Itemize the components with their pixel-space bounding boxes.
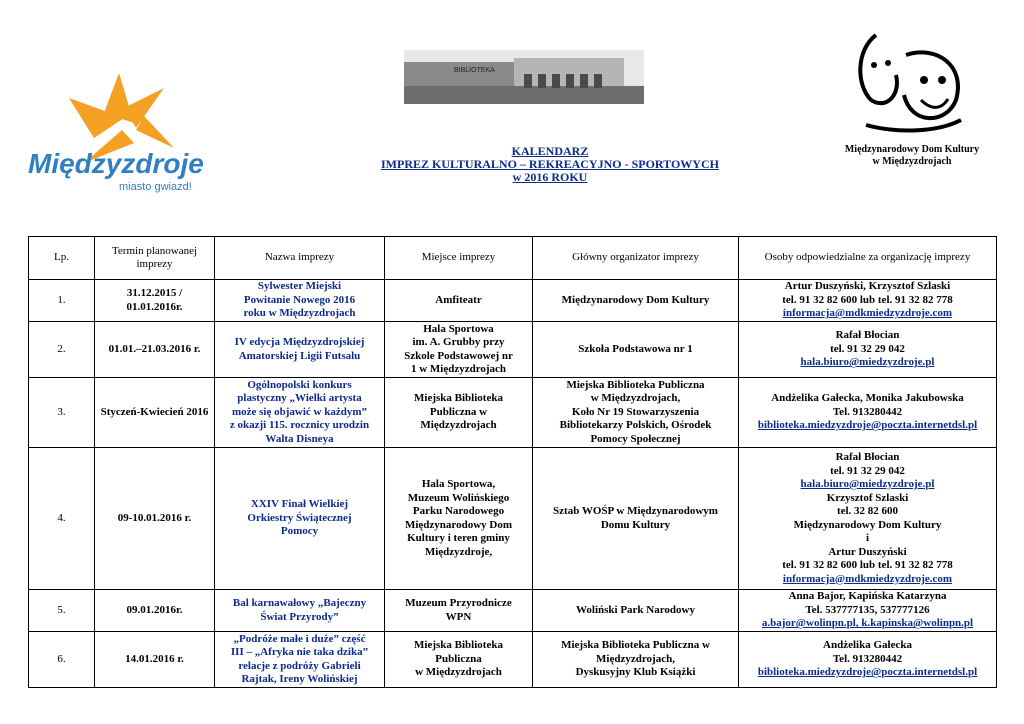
cell-organizator-line: Dyskusyjny Klub Książki — [575, 666, 696, 679]
cell-miejsce — [385, 632, 533, 688]
page-title: KALENDARZ IMPREZ KULTURALNO – REKREACYJNO - SPORTOWYCH w 2016 ROKU — [381, 144, 719, 184]
table-row — [29, 448, 997, 590]
cell-osoby-line: Andżelika Gałecka, Monika Jakubowska — [771, 392, 964, 405]
cell-miejsce-line: Miejska Biblioteka — [414, 639, 503, 652]
cell-osoby-line: tel. 32 82 600 — [836, 505, 899, 517]
cell-osoby-line: tel. 91 32 29 042 — [830, 464, 905, 477]
cell-osoby-line: Krzysztof Szlaski — [826, 491, 909, 504]
header-nazwa: Nazwa imprezy — [215, 237, 385, 280]
cell-organizator-line: Miejska Biblioteka Publiczna — [566, 378, 705, 391]
cell-osoby — [739, 632, 997, 688]
email-link[interactable]: hala.biuro@miedzyzdroje.pl — [800, 478, 935, 490]
cell-organizator-line: Pomocy Społecznej — [590, 432, 681, 445]
cell-miejsce-line: Muzeum Wolińskiego — [407, 491, 510, 504]
cell-osoby-line: tel. 91 32 29 042 — [830, 342, 905, 355]
cell-organizator — [533, 280, 739, 322]
cell-organizator-line: Międzynarodowy Dom Kultury — [561, 293, 710, 306]
header-osoby: Osoby odpowiedzialne za organizację imprezy — [739, 237, 997, 280]
cell-nazwa-line: może się objawić w każdym” — [231, 405, 368, 418]
cell-organizator-line: w Międzyzdrojach, — [590, 392, 681, 405]
cell-osoby-line: Tel. 537777135, 537777126 — [805, 603, 930, 616]
cell-miejsce-line: Międzynarodowy Dom — [404, 518, 513, 531]
table-row — [29, 378, 997, 448]
cell-termin — [95, 280, 215, 322]
table-row — [29, 322, 997, 378]
cell-osoby-line: Artur Duszyński — [828, 545, 907, 558]
mdk-name: Międzynarodowy Dom Kultury w Międzyzdrojach — [844, 144, 980, 167]
cell-organizator — [533, 378, 739, 448]
cell-termin — [95, 322, 215, 378]
miedzyzdroje-logo — [24, 68, 204, 198]
cell-nazwa — [215, 322, 385, 378]
cell-miejsce — [385, 590, 533, 632]
cell-lp-line: 4. — [57, 511, 66, 524]
cell-lp — [29, 448, 95, 590]
cell-organizator-line: Koło Nr 19 Stowarzyszenia — [571, 405, 700, 418]
cell-organizator — [533, 632, 739, 688]
cell-nazwa — [215, 378, 385, 448]
cell-lp-line: 3. — [57, 405, 66, 418]
email-link[interactable]: informacja@mdkmiedzyzdroje.com — [782, 307, 953, 320]
cell-nazwa-line: Ogólnopolski konkurs — [247, 378, 352, 391]
cell-nazwa-line: roku w Międzyzdrojach — [243, 307, 356, 320]
cell-osoby-line: Rafał Błocian — [835, 329, 900, 342]
cell-organizator — [533, 448, 739, 590]
header-miejsce: Miejsce imprezy — [385, 237, 533, 280]
cell-miejsce-line: Międzyzdrojach — [420, 419, 497, 432]
cell-miejsce-line: Publiczna — [435, 652, 482, 665]
cell-lp-line: 5. — [57, 603, 66, 616]
cell-organizator-line: Woliński Park Narodowy — [576, 603, 695, 616]
cell-osoby-line: Artur Duszyński, Krzysztof Szlaski — [784, 280, 951, 293]
cell-termin-line: 01.01.–21.03.2016 r. — [108, 342, 201, 355]
cell-termin — [95, 590, 215, 632]
cell-osoby-line: Tel. 913280442 — [832, 405, 903, 418]
cell-miejsce — [385, 322, 533, 378]
cell-nazwa-line: III – „Afryka nie taka dzika” — [230, 646, 369, 658]
cell-miejsce-line: Międzyzdroje, — [424, 545, 493, 558]
cell-organizator-line: Sztab WOŚP w Międzynarodowym — [553, 505, 718, 517]
cell-nazwa — [215, 590, 385, 632]
email-link[interactable]: biblioteka.miedzyzdroje@poczta.internetdsl.pl — [757, 666, 978, 679]
cell-miejsce-line: Kultury i teren gminy — [407, 532, 510, 544]
cell-nazwa-line: „Podróże małe i duże” część — [233, 632, 366, 645]
cell-nazwa-line: Powitanie Nowego 2016 — [243, 293, 356, 306]
cell-organizator — [533, 590, 739, 632]
cell-organizator — [533, 322, 739, 378]
cell-miejsce-line: Amfiteatr — [435, 293, 482, 306]
cell-lp-line: 1. — [57, 293, 66, 306]
cell-osoby-line: tel. 91 32 82 600 lub tel. 91 32 82 778 — [782, 559, 953, 571]
cell-lp-line: 6. — [57, 652, 66, 665]
header-lp: Lp. — [29, 237, 95, 280]
cell-termin-line: 09-10.01.2016 r. — [117, 511, 192, 524]
table-row — [29, 632, 997, 688]
cell-organizator-line: Miejska Biblioteka Publiczna w — [561, 639, 710, 652]
header-organizator: Główny organizator imprezy — [533, 237, 739, 280]
email-link[interactable]: biblioteka.miedzyzdroje@poczta.internetdsl.pl — [757, 419, 978, 432]
cell-miejsce-line: WPN — [445, 610, 472, 623]
email-link[interactable]: a.bajor@wolinpn.pl, — [761, 617, 859, 630]
cell-organizator-line: Bibliotekarzy Polskich, Ośrodek — [559, 419, 712, 432]
cell-osoby — [739, 590, 997, 632]
cell-termin — [95, 632, 215, 688]
cell-osoby — [739, 448, 997, 590]
cell-nazwa-line: XXIV Finał Wielkiej — [250, 498, 349, 511]
cell-nazwa-line: Rajtak, Ireny Wolińskiej — [241, 673, 358, 685]
cell-nazwa — [215, 448, 385, 590]
cell-osoby — [739, 322, 997, 378]
cell-osoby — [739, 280, 997, 322]
cell-miejsce — [385, 280, 533, 322]
theatre-masks-logo — [846, 25, 972, 135]
cell-osoby-line: Tel. 913280442 — [832, 652, 903, 665]
svg-text:miasto gwiazd!: miasto gwiazd! — [119, 181, 192, 193]
cell-miejsce — [385, 378, 533, 448]
cell-miejsce-line: Publiczna w — [429, 405, 488, 418]
cell-osoby — [739, 378, 997, 448]
cell-lp — [29, 632, 95, 688]
table-row — [29, 590, 997, 632]
cell-miejsce-line: Parku Narodowego — [412, 505, 505, 517]
header-termin: Termin planowanej imprezy — [95, 237, 215, 280]
cell-nazwa-line: plastyczny „Wielki artysta — [237, 392, 362, 405]
cell-termin-line: 14.01.2016 r. — [125, 652, 184, 665]
svg-text:BIBLIOTEKA: BIBLIOTEKA — [454, 67, 495, 74]
cell-termin-line: 01.01.2016r. — [126, 300, 183, 313]
cell-nazwa-line: IV edycja Międzyzdrojskiej — [234, 336, 365, 348]
cell-organizator-line: Międzyzdrojach, — [596, 652, 675, 665]
cell-miejsce — [385, 448, 533, 590]
cell-osoby-line: Anna Bajor, Kapińska Katarzyna — [788, 590, 947, 603]
cell-osoby-line: Międzynarodowy Dom Kultury — [793, 518, 942, 531]
cell-nazwa-line: Walta Disneya — [265, 432, 334, 445]
table-header-row — [29, 237, 997, 280]
email-link[interactable]: k.kapinska@wolinpn.pl — [858, 617, 974, 630]
cell-miejsce-line: w Międzyzdrojach — [415, 666, 502, 679]
cell-lp — [29, 322, 95, 378]
cell-nazwa — [215, 632, 385, 688]
cell-nazwa-line: Sylwester Miejski — [257, 280, 342, 293]
cell-osoby-line: Andżelika Gałecka — [823, 639, 912, 652]
cell-nazwa-line: Bal karnawałowy „Bajeczny — [232, 597, 367, 609]
cell-miejsce-line: Hala Sportowa — [423, 322, 494, 335]
cell-lp — [29, 590, 95, 632]
cell-lp-line: 2. — [57, 342, 66, 355]
cell-miejsce-line: 1 w Międzyzdrojach — [410, 363, 507, 375]
cell-lp — [29, 378, 95, 448]
cell-miejsce-line: im. A. Grubby przy — [412, 336, 505, 348]
cell-termin-line: 09.01.2016r. — [126, 603, 183, 616]
svg-text:Międzyzdroje: Międzyzdroje — [28, 148, 204, 179]
cell-nazwa-line: Pomocy — [280, 525, 319, 538]
cell-lp — [29, 280, 95, 322]
events-table — [28, 236, 997, 688]
cell-nazwa-line: Amatorskiej Ligii Futsalu — [238, 349, 361, 362]
cell-nazwa — [215, 280, 385, 322]
email-link[interactable]: informacja@mdkmiedzyzdroje.com — [782, 572, 953, 585]
cell-osoby-line: Rafał Błocian — [835, 451, 900, 463]
cell-organizator-line: Szkoła Podstawowa nr 1 — [578, 342, 693, 355]
cell-nazwa-line: z okazji 115. rocznicy urodzin — [229, 419, 370, 432]
building-photo — [404, 50, 644, 104]
cell-nazwa-line: Orkiestry Świątecznej — [247, 511, 352, 524]
cell-miejsce-line: Szkole Podstawowej nr — [404, 349, 513, 362]
cell-osoby-line: i — [865, 532, 870, 544]
cell-nazwa-line: relacje z podróży Gabrieli — [238, 659, 361, 672]
cell-organizator-line: Domu Kultury — [600, 518, 671, 531]
table-row — [29, 280, 997, 322]
cell-miejsce-line: Miejska Biblioteka — [414, 392, 503, 405]
email-link[interactable]: hala.biuro@miedzyzdroje.pl — [800, 356, 935, 369]
cell-termin — [95, 378, 215, 448]
cell-termin-line: 31.12.2015 / — [126, 287, 183, 299]
cell-nazwa-line: Świat Przyrody” — [260, 610, 339, 623]
cell-osoby-line: tel. 91 32 82 600 lub tel. 91 32 82 778 — [782, 293, 953, 306]
cell-termin-line: Styczeń-Kwiecień 2016 — [100, 405, 209, 418]
cell-termin — [95, 448, 215, 590]
cell-miejsce-line: Hala Sportowa, — [421, 478, 496, 490]
cell-miejsce-line: Muzeum Przyrodnicze — [405, 597, 512, 609]
